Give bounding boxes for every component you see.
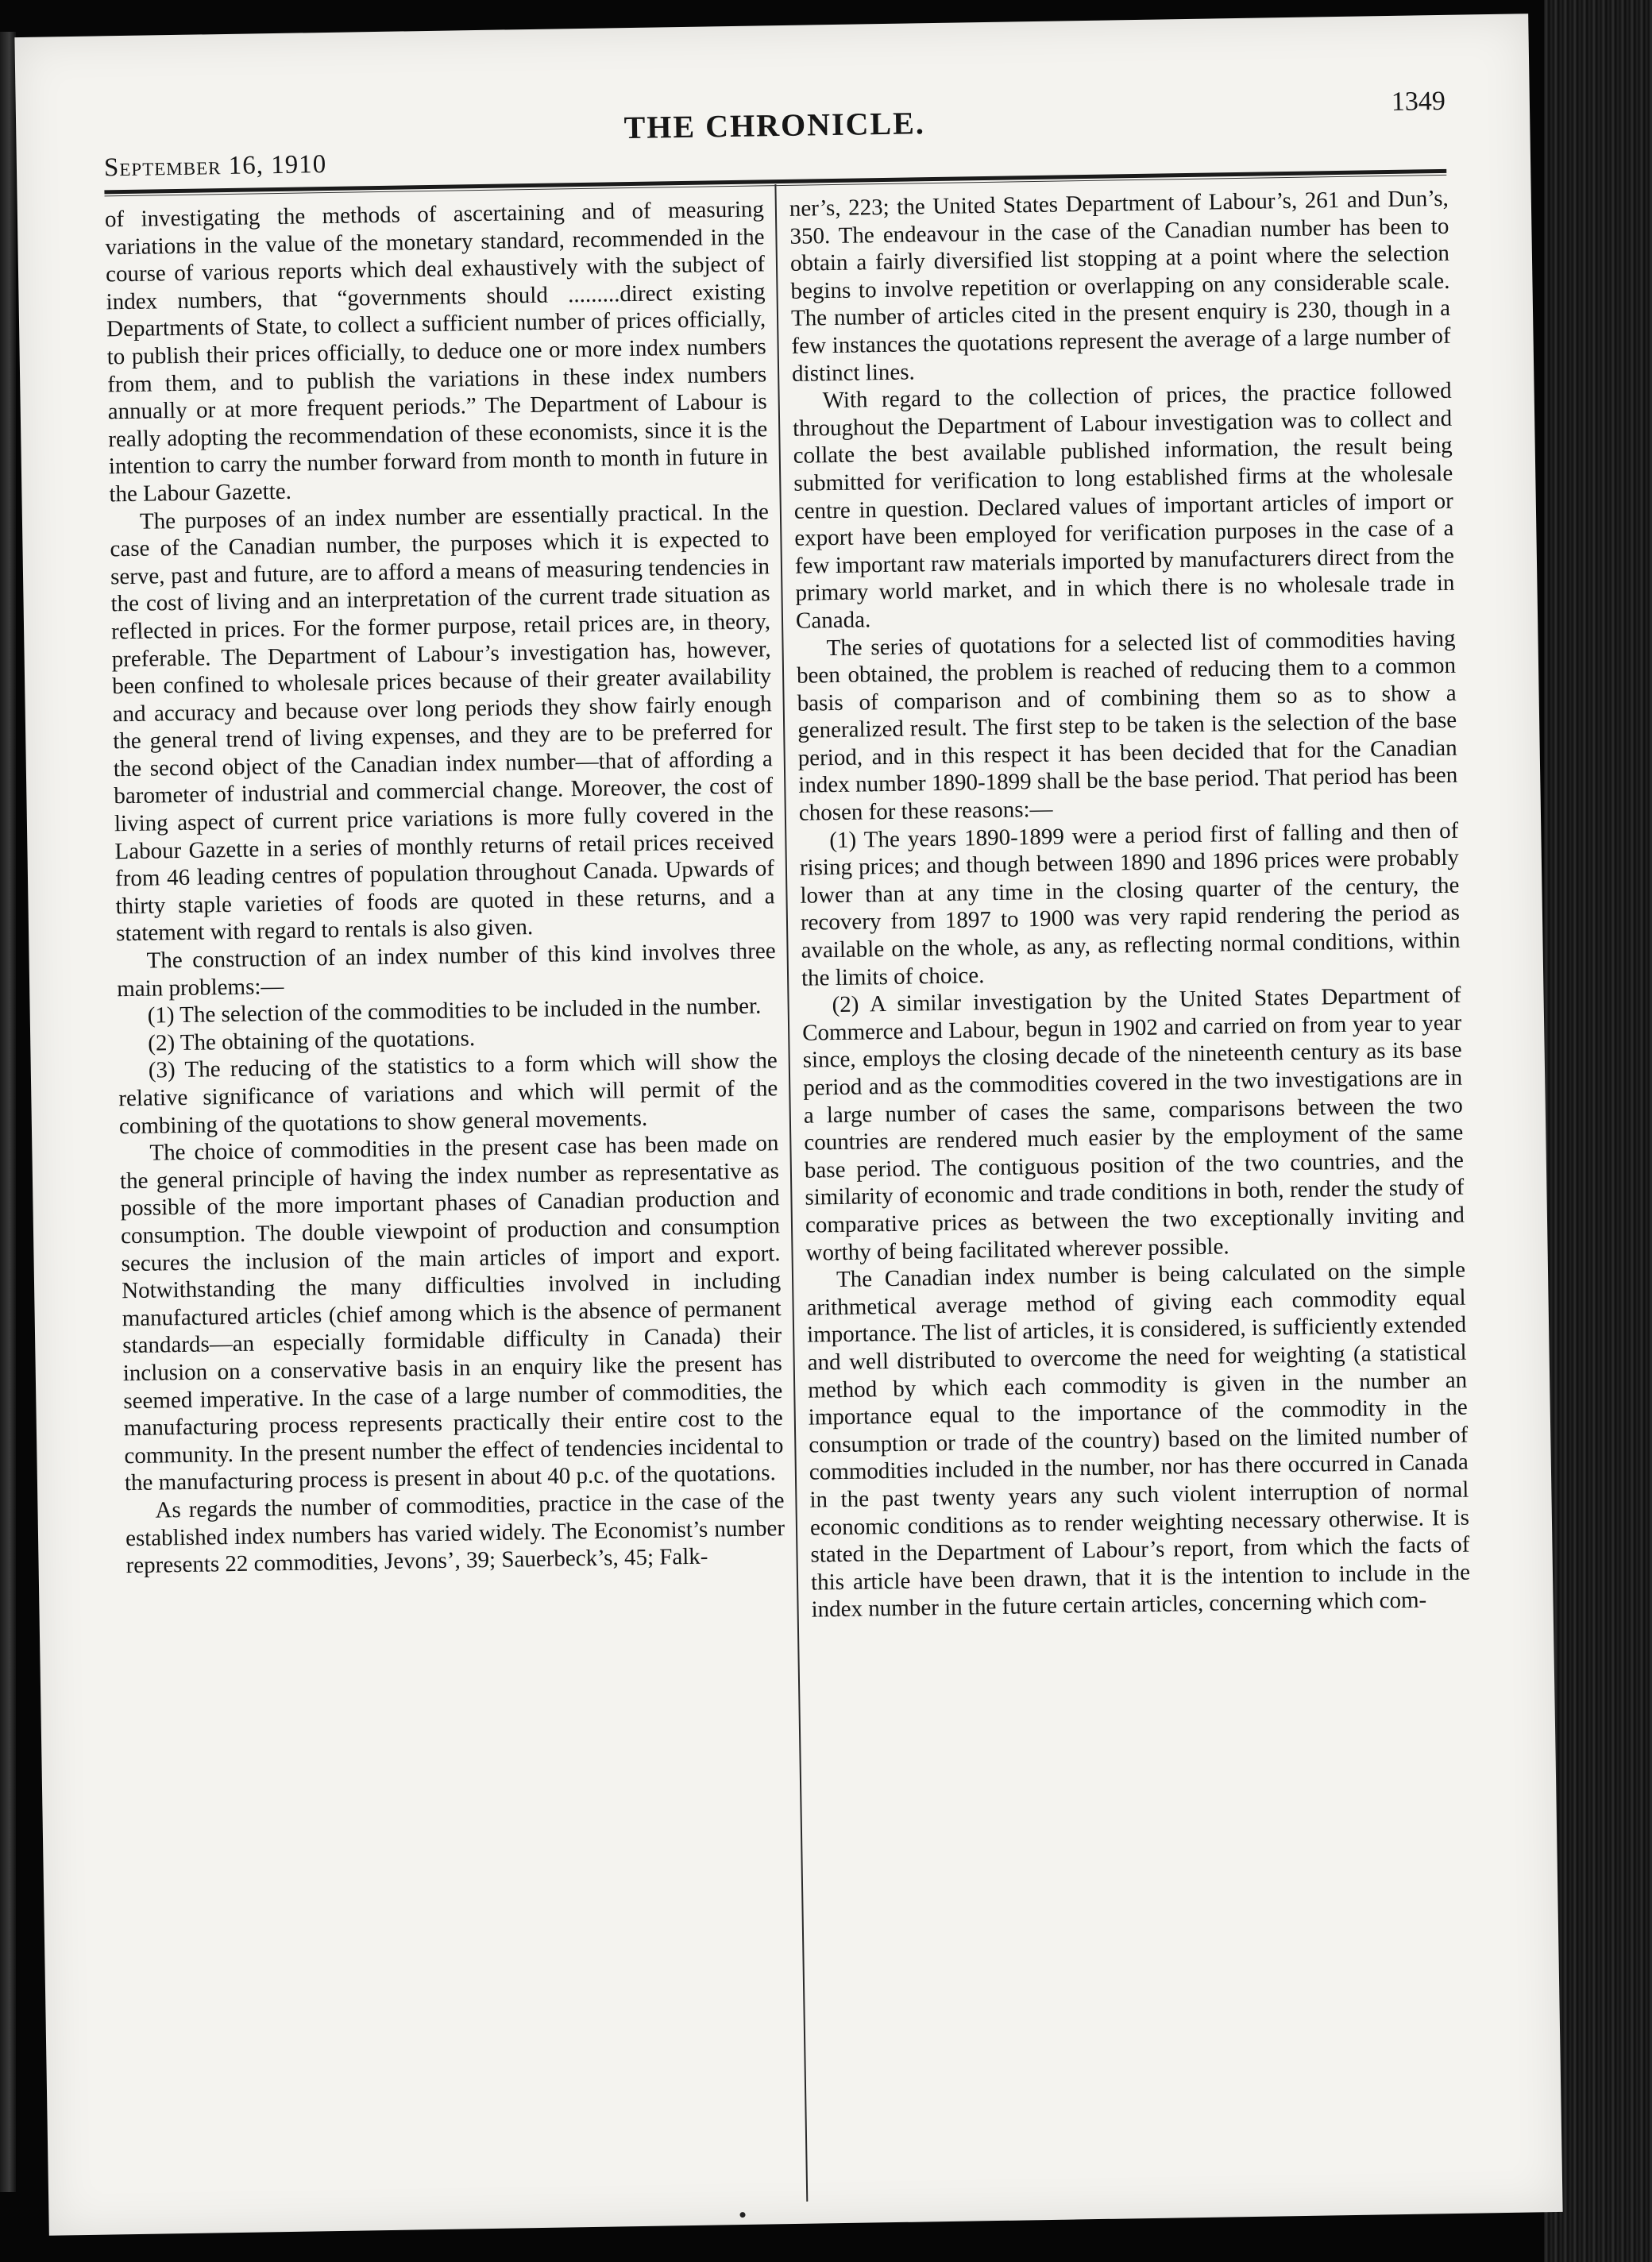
left-column (105, 195, 795, 2207)
list-item: (1) The selection of the commodities to be included in the number. (147, 993, 762, 1029)
right-page-stack-edge (1544, 0, 1652, 2262)
ink-speck (739, 2212, 745, 2218)
page-number: 1349 (1391, 86, 1446, 117)
paragraph: The series of quotations for a selected list of commodities having been obtained, the problem is reached of reducing them to a common basis of comparison and of combining them so as to show a generalized result. The first step to be taken is the selection of the base period, and in this respect it has been decided that for the Canadian index number 1890-1899 shall be the base period. That period has been chosen for these reasons:— (796, 625, 1458, 826)
paragraph: of investigating the methods of ascertaining and of measuring variations in the value of the monetary standard, recommended in the course of various reports which deal exhaustively with the subject of index numbers, that “governments should .........direct existing Departments of State, to collect a sufficient number of prices officially, to publish their prices officially, to deduce one or more index numbers from them, and to publish the variations in these index numbers annually or at more frequent periods.” The Department of Labour is really adopting the recommendation of these economists, since it is the intention to carry the number forward from month to month in future in the Labour Gazette. (104, 196, 769, 508)
paragraph: The purposes of an index number are essentially practical. In the case of the Canadian number, the purposes which it is expected to serve, past and future, are to afford a means of measuring tendencies in the cost of living and an interpretation of the current trade situation as reflected in prices. For the former purpose, retail prices are, in theory, preferable. The Department of Labour’s investigation has, however, been confined to wholesale prices because of their greater availability and accuracy and because over long periods they show fairly enough the general trend of living expenses, and they are to be preferred for the second object of the Canadian index number—that of affording a barometer of industrial and commercial change. Moreover, the cost of living aspect of current price variations is more fully covered in the Labour Gazette in a series of monthly returns of retail prices received from 46 leading centres of population throughout Canada. Upwards of thirty staple varieties of foods are quoted in these returns, and a statement with regard to rentals is also given. (110, 498, 775, 947)
right-column (789, 185, 1480, 2197)
paragraph: As regards the number of commodities, practice in the case of the established index numbers has varied widely. The Economist’s number represents 22 commodities, Jevons’, 39; Sauerbeck’s, 45; Falk- (125, 1488, 785, 1579)
paragraph: The choice of commodities in the present case has been made on the general principle of having the index number as representative as possible of the more important phases of Canadian production and consumption. The double viewpoint of production and consumption secures the inclusion of the main articles of import and export. Notwithstanding the many difficulties involved in including manufactured articles (chief among which is the absence of permanent standards—an especially formidable difficulty in Canada) their inclusion on a conservative basis in an enquiry like the present has seemed imperative. In the case of a large number of commodities, the manufacturing process represents practically their entire cost to the community. In the present number the effect of tendencies incidental to the manufacturing process is present in about 40 p.c. of the quotations. (119, 1130, 784, 1496)
left-binding-edge (0, 32, 16, 2192)
paragraph: With regard to the collection of prices, the practice followed throughout the Department of Labour investigation was to collect and collate the best available published information, the result being submitted for verification to long established firms at the wholesale centre in question. Declared values of important articles of import or export have been employed for verification purposes in the case of a few important raw materials imported by manufacturers direct from the primary world market, and in which there is no wholesale trade in Canada. (792, 377, 1455, 634)
list-item: (2) The obtaining of the quotations. (148, 1025, 476, 1056)
paragraph: The construction of an index number of this kind involves three main problems:— (116, 938, 776, 1002)
newspaper-page (14, 14, 1562, 2236)
list-item: (3) The reducing of the statistics to a form which will show the relative significance of variations and which will permit of the combining of the quotations to show general movements. (118, 1048, 778, 1139)
paragraph: ner’s, 223; the United States Department of Labour’s, 261 and Dun’s, 350. The endeavour in the case of the Canadian number has been to obtain a fairly diversified list stopping at a point where the selection begins to involve repetition or overlapping on any considerable scale. The number of articles cited in the present enquiry is 230, though in a few instances the quotations represent the average of a large number of distinct lines. (789, 185, 1451, 387)
publication-title: THE CHRONICLE. (623, 105, 926, 146)
list-item: (1) The years 1890-1899 were a period first of falling and then of rising prices; and though between 1890 and 1896 prices were probably lower than at any time in the closing quarter of the century, the recovery from 1897 to 1900 was very rapid rendering the period as available on the whole, as any, as reflecting normal conditions, within the limits of choice. (799, 817, 1461, 991)
paragraph: The Canadian index number is being calculated on the simple arithmetical average method of giving each commodity equal importance. The list of articles, it is considered, is sufficiently extended and well distributed to overcome the need for weighting (a statistical method by which each commodity is given in the number an importance equal to the importance of the commodity in the consumption or trade of the country) based on the limited number of commodities included in the number, nor has there occurred in Canada in the past twenty years any such violent interruption of normal economic conditions as to render weighting necessary otherwise. It is stated in the Department of Labour’s report, from which the facts of this article have been drawn, that it is the intention to include in the index number in the future certain articles, concerning which com- (806, 1256, 1471, 1623)
list-item: (2) A similar investigation by the United States Department of Commerce and Labour, begun in 1902 and carried on from year to year since, employs the closing decade of the nineteenth century as its base period and as the commodities covered in the two investigations are in a large number of cases the same, comparisons between the two countries are rendered much easier by the employment of the same base period. The contiguous position of the two countries, and the similarity of economic and trade conditions in both, render the study of comparative prices as between the two exceptionally inviting and worthy of being facilitated wherever possible. (801, 982, 1465, 1266)
page-header (102, 71, 1446, 187)
issue-date: September 16, 1910 (103, 149, 327, 183)
